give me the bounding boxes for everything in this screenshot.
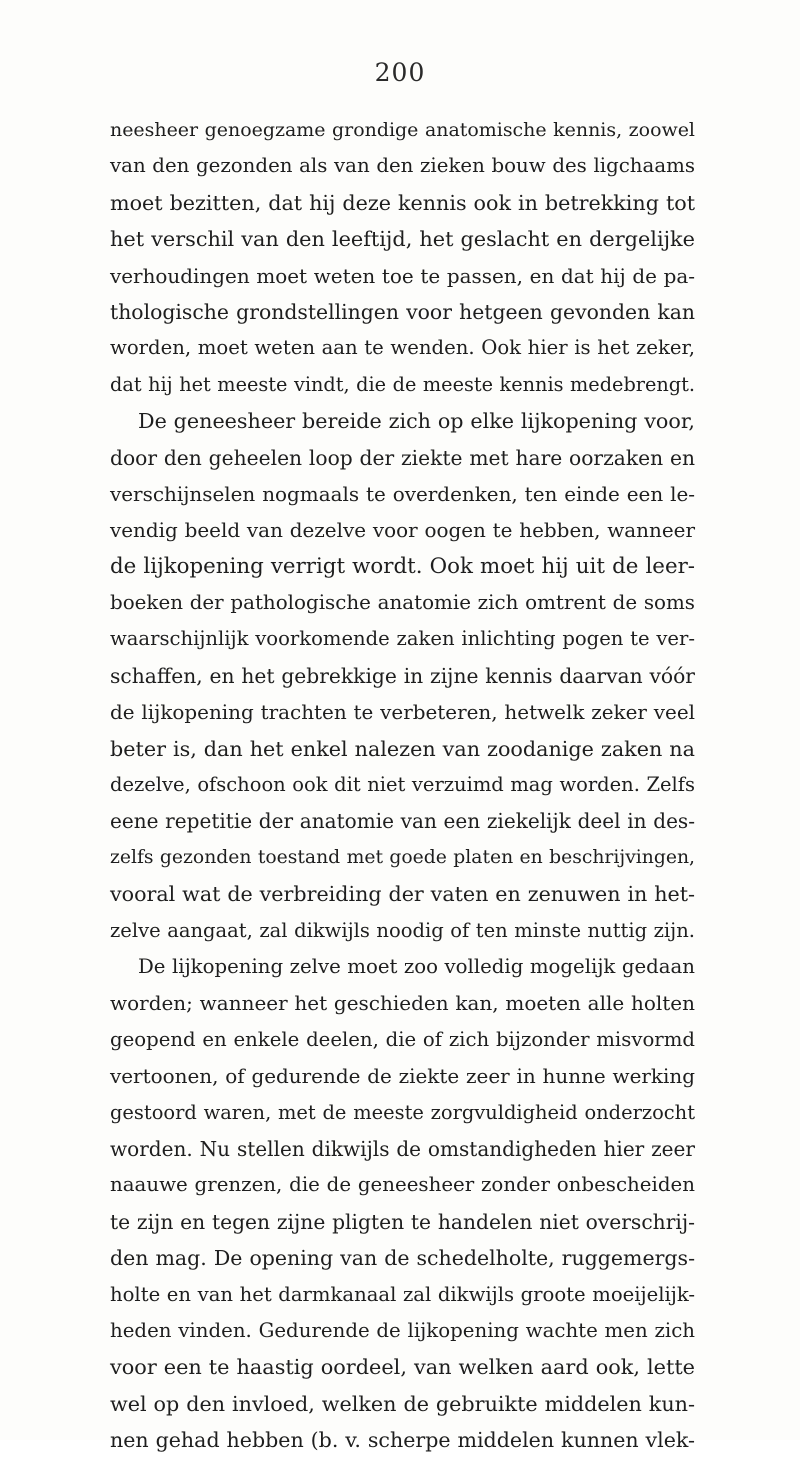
text-line: worden, moet weten aan te wenden. Ook hier is het zeker,	[110, 336, 695, 360]
text-line: schaffen, en het gebrekkige in zijne kennis daarvan vóór	[110, 663, 695, 688]
text-line: moet bezitten, dat hij deze kennis ook in betrekking tot	[110, 190, 695, 215]
text-line: den mag. De opening van de schedelholte, ruggemergs-	[110, 1246, 695, 1271]
text-line: gestoord waren, met de meeste zorgvuldigheid onderzocht	[110, 1100, 695, 1124]
text-line: vooral wat de verbreiding der vaten en zenuwen in het-	[110, 882, 695, 907]
text-line: heden vinden. Gedurende de lijkopening wachte men zich	[110, 1318, 695, 1342]
page-number: 200	[374, 58, 426, 87]
text-line: de lijkopening verrigt wordt. Ook moet hij uit de leer-	[110, 553, 695, 579]
text-line: nen gehad hebben (b. v. scherpe middelen kunnen vlek-	[110, 1428, 695, 1453]
text-line: voor een te haastig oordeel, van welken aard ook, lette	[110, 1355, 695, 1380]
text-line: naauwe grenzen, die de geneesheer zonder onbescheiden	[110, 1173, 695, 1197]
text-line: beter is, dan het enkel nalezen van zoodanige zaken na	[110, 736, 695, 761]
text-line: geopend en enkele deelen, die of zich bijzonder misvormd	[110, 1027, 695, 1051]
text-line: dezelve, ofschoon ook dit niet verzuimd mag worden. Zelfs	[110, 773, 695, 797]
text-line: door den geheelen loop der ziekte met hare oorzaken en	[110, 445, 695, 470]
text-line: verhoudingen moet weten toe te passen, en dat hij de pa-	[110, 263, 695, 288]
text-line: van den gezonden als van den zieken bouw des ligchaams	[110, 154, 695, 178]
text-line: zelfs gezonden toestand met goede platen en beschrijvingen,	[110, 846, 695, 868]
text-line: eene repetitie der anatomie van een ziekelijk deel in des-	[110, 809, 695, 834]
text-line: thologische grondstellingen voor hetgeen gevonden kan	[110, 299, 695, 324]
text-line: de lijkopening trachten te verbeteren, hetwelk zeker veel	[110, 700, 695, 725]
text-line: vertoonen, of gedurende de ziekte zeer in hunne werking	[110, 1064, 695, 1089]
text-line: holte en van het darmkanaal zal dikwijls groote moeijelijk-	[110, 1282, 695, 1306]
text-line: neesheer genoegzame grondige anatomische kennis, zoowel	[110, 119, 695, 141]
text-line: De geneesheer bereide zich op elke lijkopening voor,	[138, 409, 695, 434]
text-line: boeken der pathologische anatomie zich omtrent de soms	[110, 591, 695, 615]
text-line: De lijkopening zelve moet zoo volledig mogelijk gedaan	[138, 954, 695, 978]
text-line: vendig beeld van dezelve voor oogen te hebben, wanneer	[110, 518, 695, 543]
text-line: worden. Nu stellen dikwijls de omstandigheden hier zeer	[110, 1136, 695, 1161]
text-line: zelve aangaat, zal dikwijls noodig of ten minste nuttig zijn.	[110, 918, 695, 942]
text-line: worden; wanneer het geschieden kan, moeten alle holten	[110, 991, 695, 1016]
text-line: dat hij het meeste vindt, die de meeste kennis medebrengt.	[110, 372, 695, 396]
text-line: verschijnselen nogmaals te overdenken, ten einde een le-	[110, 481, 695, 506]
text-line: wel op den invloed, welken de gebruikte middelen kun-	[110, 1391, 695, 1416]
text-line: waarschijnlijk voorkomende zaken inlichting pogen te ver-	[110, 627, 695, 651]
text-line: te zijn en tegen zijne pligten te handelen niet overschrij-	[110, 1209, 695, 1234]
text-line: het verschil van den leeftijd, het geslacht en dergelijke	[110, 227, 695, 252]
body-text	[110, 112, 695, 1458]
